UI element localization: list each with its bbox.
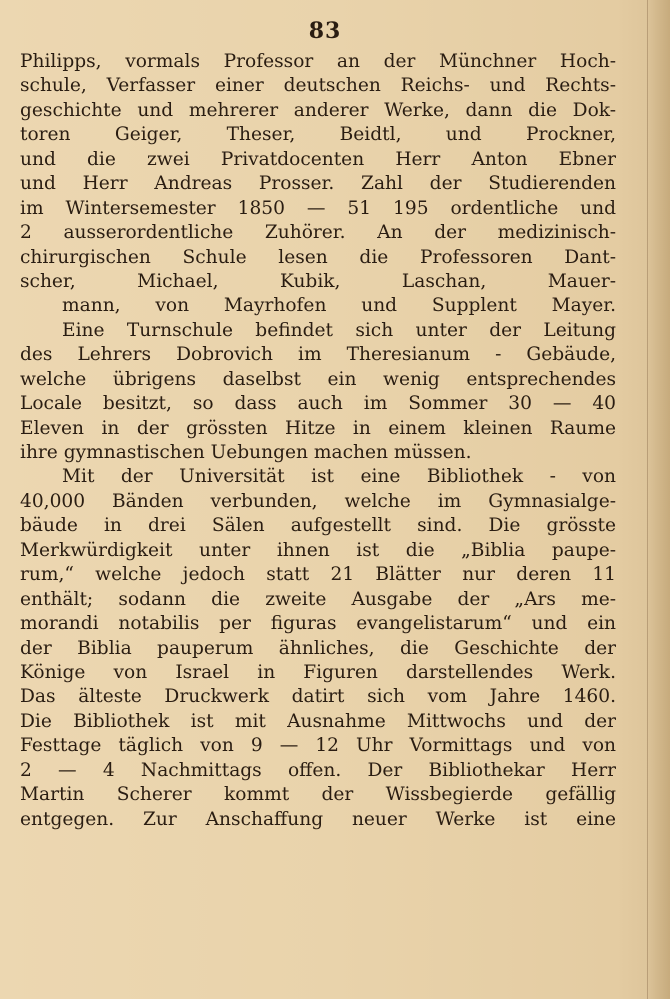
text-line: 2 — 4 Nachmittags offen. Der Bibliothekar Herr [20,759,616,781]
text-line: bäude in drei Sälen aufgestellt sind. Die grösste [20,515,616,537]
text-line: Martin Scherer kommt der Wissbegierde gefällig [20,784,616,806]
text-line: Die Bibliothek ist mit Ausnahme Mittwochs und der [20,710,616,732]
page-edge-shadow [646,0,670,999]
text-line: 40,000 Bänden verbunden, welche im Gymnasialge- [20,490,616,512]
text-line: welche übrigens daselbst ein wenig entsprechendes [20,368,616,390]
text-line: Könige von Israel in Figuren darstellendes Werk. [20,661,616,683]
text-line: Festtage täglich von 9 — 12 Uhr Vormittags und von [20,735,616,757]
text-line: Merkwürdigkeit unter ihnen ist die „Biblia paupe- [20,539,616,561]
text-line: schule, Verfasser einer deutschen Reichs- und Rechts- [20,75,616,97]
text-line: im Wintersemester 1850 — 51 195 ordentliche und [20,197,616,219]
text-line: entgegen. Zur Anschaffung neuer Werke ist eine [20,808,616,830]
text-line: enthält; sodann die zweite Ausgabe der „Ars me- [20,588,616,610]
page-edge-line [647,0,648,999]
text-line: Locale besitzt, so dass auch im Sommer 30 — 40 [20,393,616,415]
text-line: ihre gymnastischen Uebungen machen müssen. [20,442,472,463]
text-line: und die zwei Privatdocenten Herr Anton Ebner [20,148,616,170]
text-line: morandi notabilis per figuras evangelistarum“ und ein [20,613,616,635]
text-line: Mit der Universität ist eine Bibliothek - von [62,466,616,488]
text-line: Philipps, vormals Professor an der Münchner Hoch- [20,51,616,72]
text-line: des Lehrers Dobrovich im Theresianum - Gebäude, [20,344,616,366]
text-line: toren Geiger, Theser, Beidtl, und Prockner, [20,124,616,146]
body-text [20,50,616,832]
page-number: 83 [308,18,342,44]
text-line: und Herr Andreas Prosser. Zahl der Studierenden [20,173,616,195]
text-line: Das älteste Druckwerk datirt sich vom Jahre 1460. [20,686,616,708]
text-line: scher, Michael, Kubik, Laschan, Mauer- [20,270,616,292]
text-line: rum,“ welche jedoch statt 21 Blätter nur deren 11 [20,564,616,586]
text-line: der Biblia pauperum ähnliches, die Geschichte der [20,637,616,659]
text-line: Eine Turnschule befindet sich unter der Leitung [62,319,616,341]
text-line: Eleven in der grössten Hitze in einem kleinen Raume [20,417,616,439]
text-line: mann, von Mayrhofen und Supplent Mayer. [62,295,616,317]
text-line: chirurgischen Schule lesen die Professoren Dant- [20,246,616,268]
text-line: 2 ausserordentliche Zuhörer. An der medizinisch- [20,222,616,244]
text-line: geschichte und mehrerer anderer Werke, dann die Dok- [20,99,616,121]
